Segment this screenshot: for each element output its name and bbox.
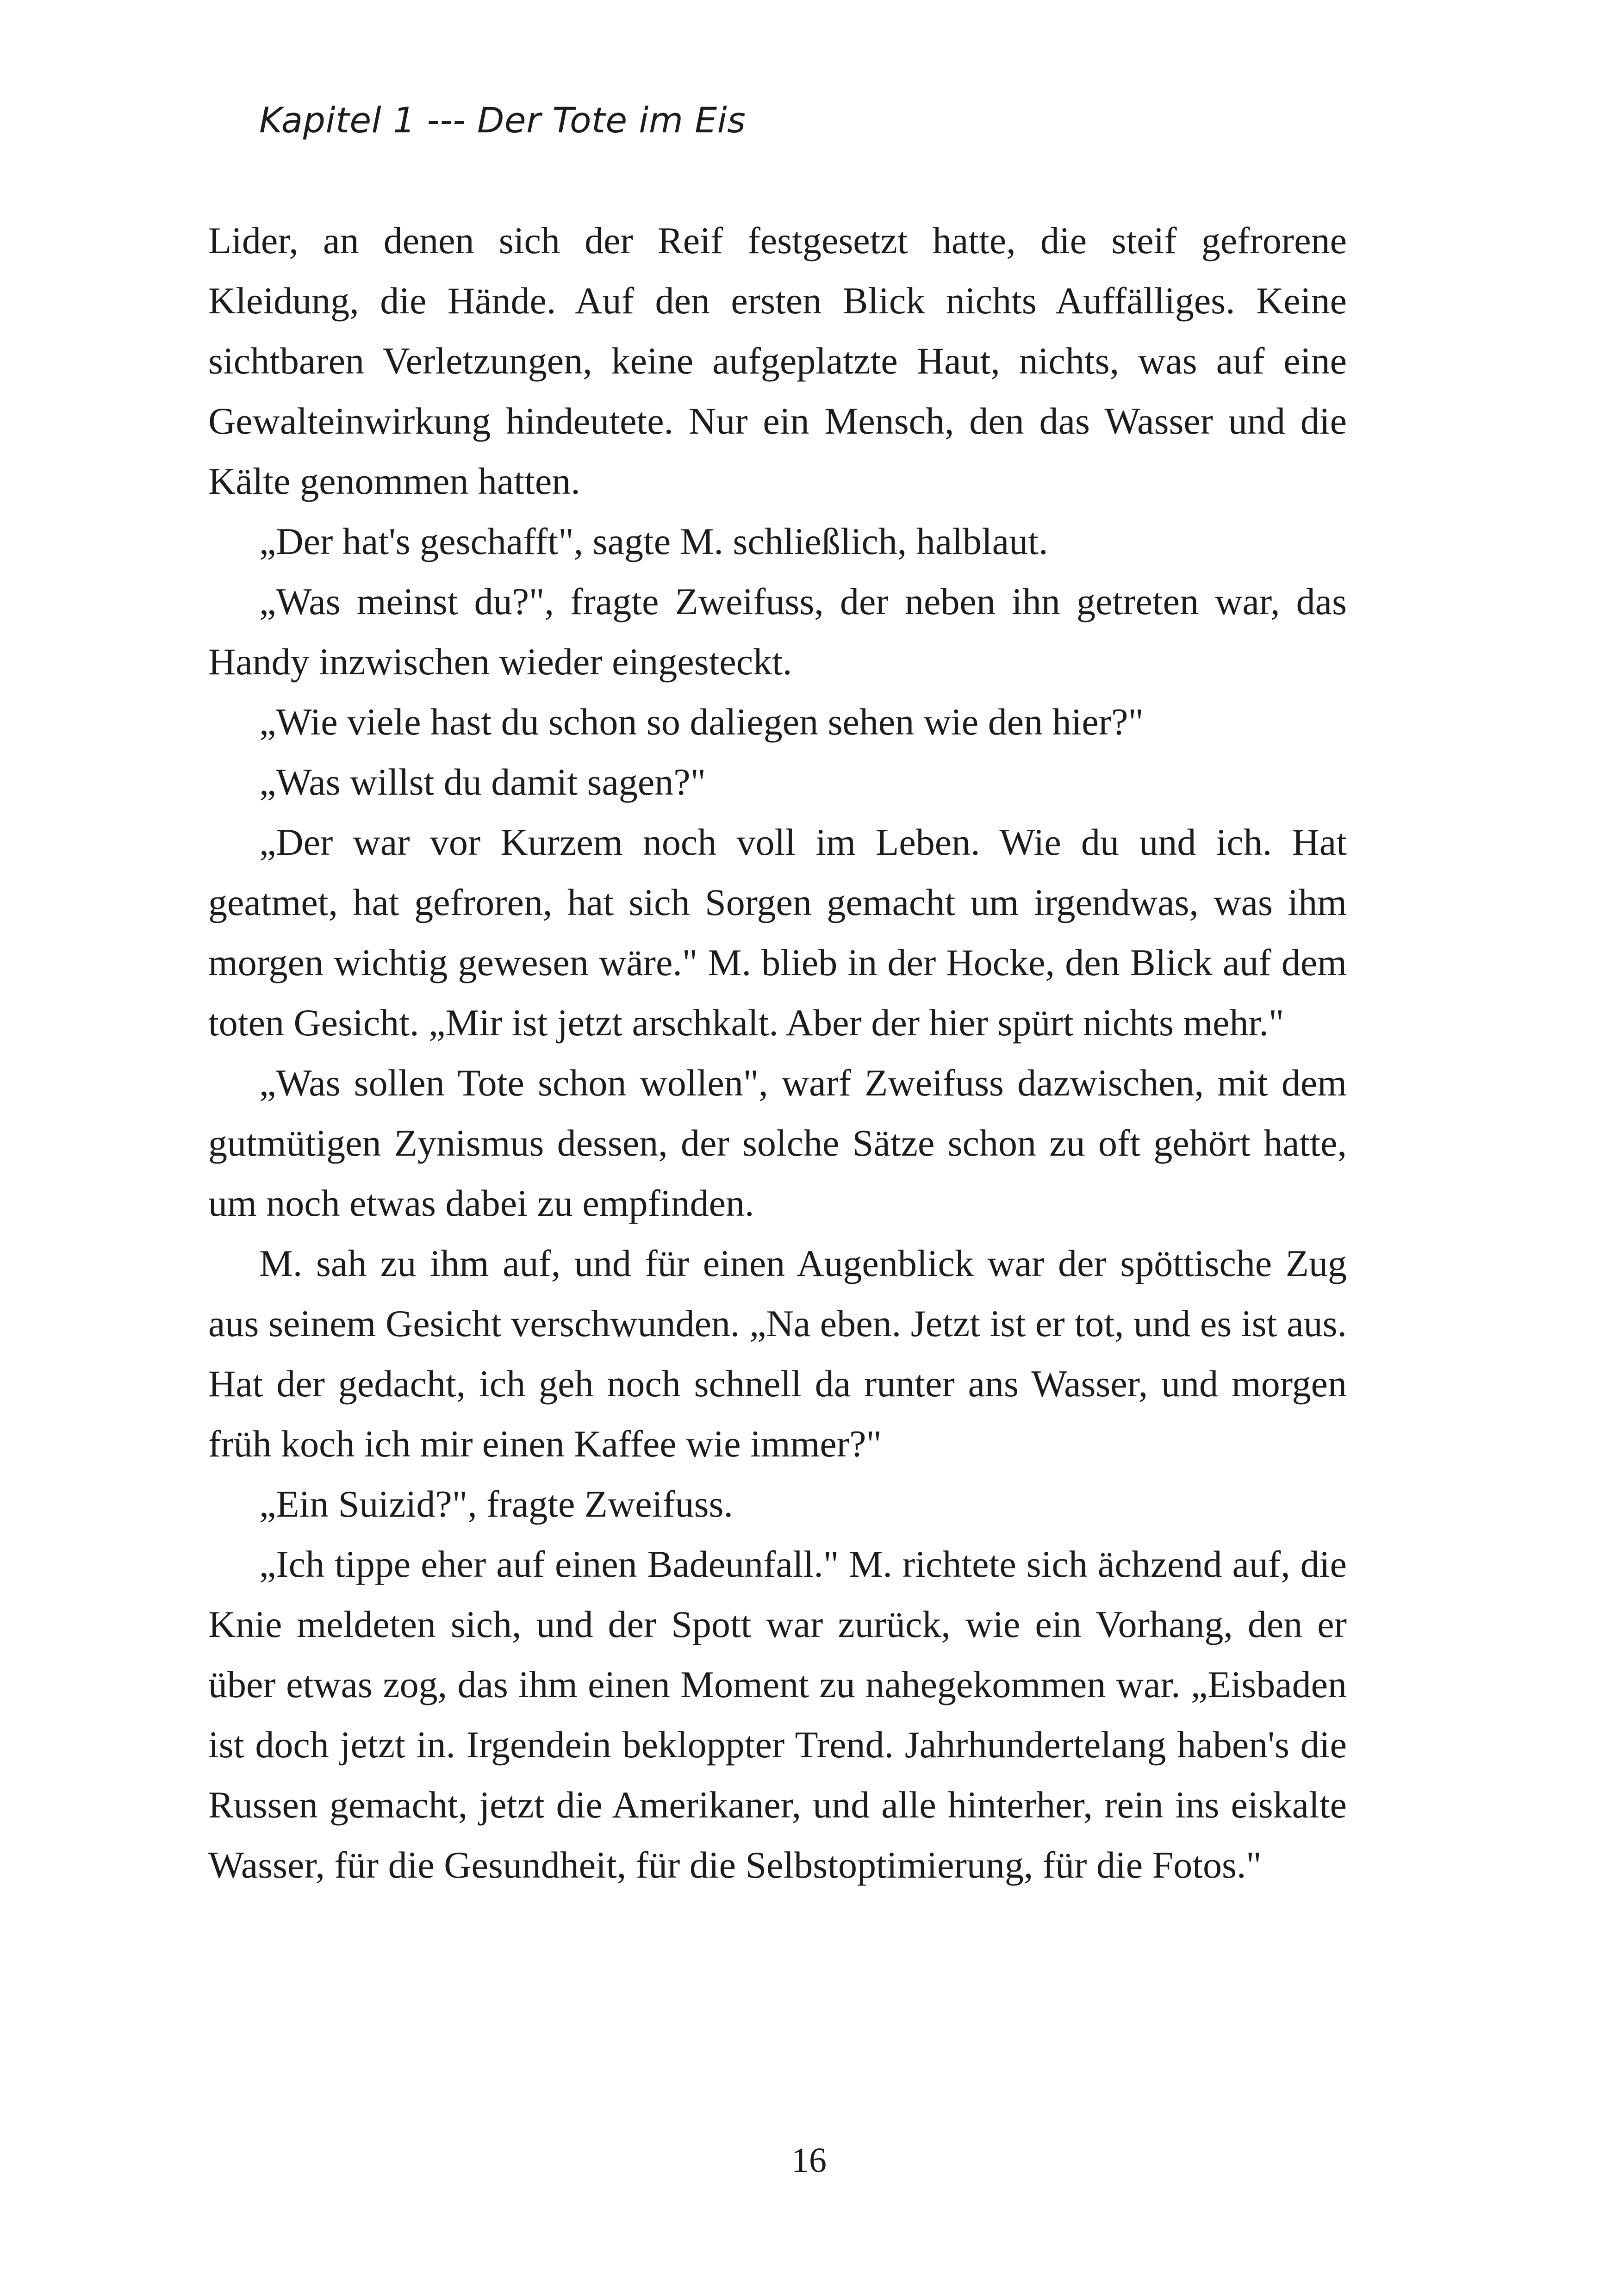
paragraph: M. sah zu ihm auf, und für einen Augenblick war der spöttische Zug aus seinem Gesicht verschwunden. „Na eben. Jetzt ist er tot, und es ist aus. Hat der gedacht, ich geh noch schnell da runter ans Wasser, und morgen früh koch ich mir einen Kaffee wie immer?" (208, 1242, 1347, 1465)
body-text (208, 211, 1347, 1895)
paragraph: „Ich tippe eher auf einen Badeunfall." M. richtete sich ächzend auf, die Knie meldeten sich, und der Spott war zurück, wie ein Vorhang, den er über etwas zog, das ihm einen Moment zu nahegekommen war. „Eisbaden ist doch jetzt in. Irgendein bekloppter Trend. Jahrhundertelang haben's die Russen gemacht, jetzt die Amerikaner, und alle hinterher, rein ins eiskalte Wasser, für die Gesundheit, für die Selbstoptimierung, für die Fotos." (208, 1543, 1347, 1886)
page-number: 16 (791, 2141, 827, 2180)
paragraph: „Der hat's geschafft", sagte M. schließlich, halblaut. (259, 520, 1048, 562)
paragraph: „Wie viele hast du schon so daliegen sehen wie den hier?" (259, 701, 1144, 743)
paragraph: „Der war vor Kurzem noch voll im Leben. Wie du und ich. Hat geatmet, hat gefroren, hat sich Sorgen gemacht um irgendwas, was ihm morgen wichtig gewesen wäre." M. blieb in der Hocke, den Blick auf dem toten Gesicht. „Mir ist jetzt arschkalt. Aber der hier spürt nichts mehr." (208, 821, 1347, 1044)
paragraph: Lider, an denen sich der Reif festgesetzt hatte, die steif gefrorene Kleidung, die Hände. Auf den ersten Blick nichts Auffälliges. Keine sichtbaren Verletzungen, keine aufgeplatzte Haut, nichts, was auf eine Gewalteinwirkung hindeutete. Nur ein Mensch, den das Wasser und die Kälte genommen hatten. (208, 219, 1347, 502)
paragraph: „Was sollen Tote schon wollen", warf Zweifuss dazwischen, mit dem gutmütigen Zynismus dessen, der solche Sätze schon zu oft gehört hatte, um noch etwas dabei zu empfinden. (208, 1062, 1347, 1224)
paragraph: „Was meinst du?", fragte Zweifuss, der neben ihn getreten war, das Handy inzwischen wieder eingesteckt. (208, 580, 1347, 683)
paragraph: „Ein Suizid?", fragte Zweifuss. (259, 1483, 733, 1525)
paragraph: „Was willst du damit sagen?" (259, 761, 706, 803)
running-header: Kapitel 1 --- Der Tote im Eis (259, 100, 746, 141)
